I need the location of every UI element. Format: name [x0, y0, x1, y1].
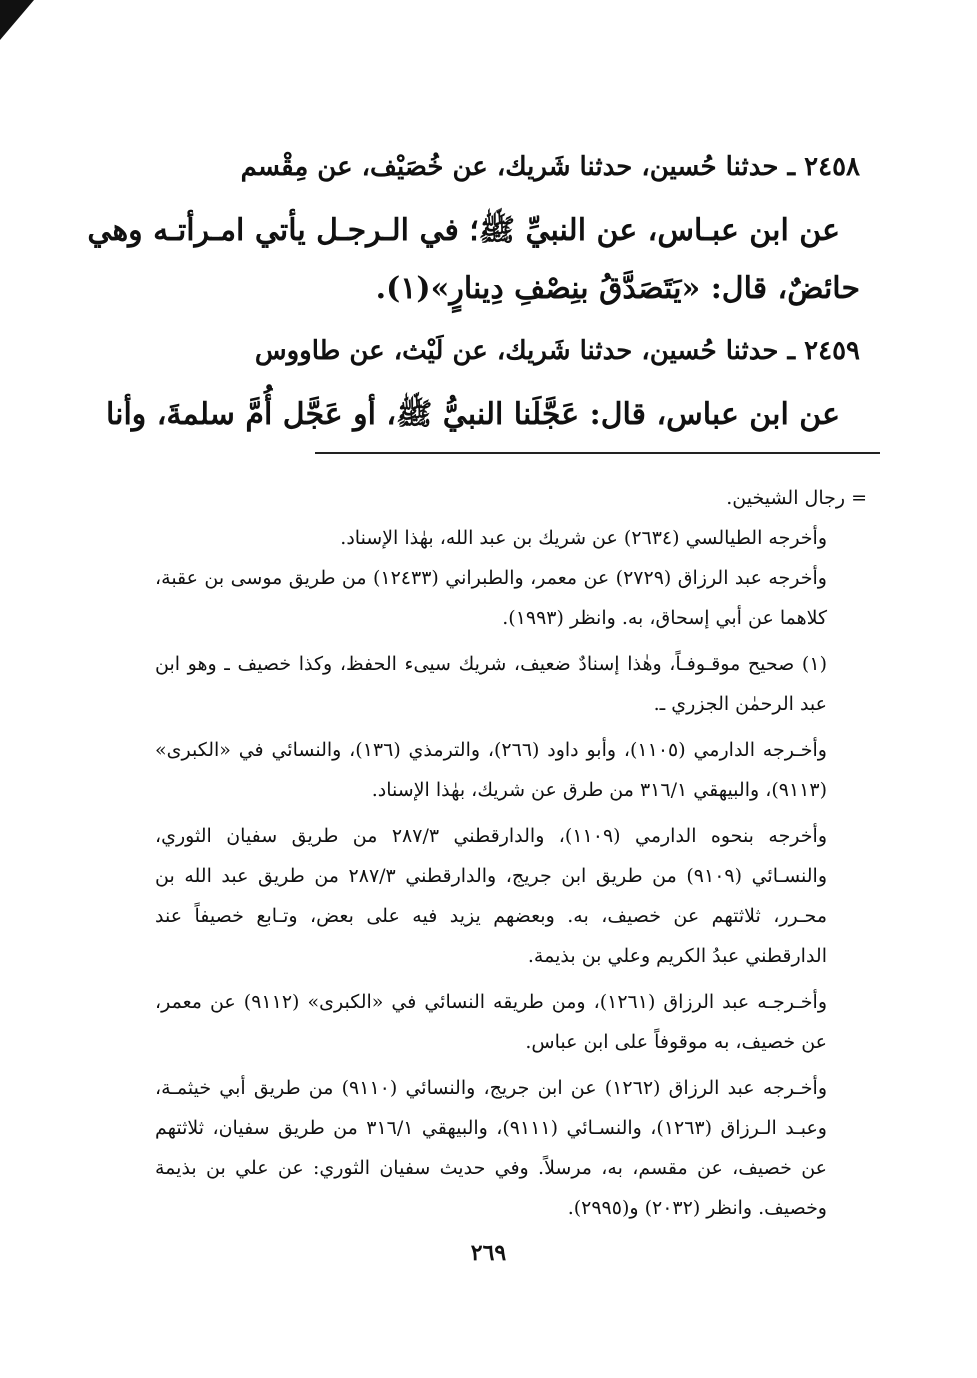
- footnote-paragraph: وأخـرجه الدارمي (١١٠٥)، وأبو داود (٢٦٦)، والترمذي (١٣٦)، والنسائي في «الكبرى» (٩١١٣)، والبيهقي ٣١٦/١ من طرق عن شريك، بهٰذا الإسناد.: [155, 739, 827, 801]
- footnote-paragraph: وأخـرجه عبد الرزاق (١٢٦٢) عن ابن جريج، والنسائي (٩١١٠) من طريق أبي خيثمـة، وعبـد الـرزاق (١٢٦٣)، والنسـائي (٩١١١)، والبيهقي ٣١٦/١ من طريق سفيان، ثلاثتهم عن خصيف، عن مقسم، به، مرسلاً. وفي حديث سفيان الثوري: عن علي بن بذيمة وخصيف. وانظر (٢٠٣٢) و(٢٩٩٥).: [155, 1077, 827, 1219]
- main-text: [87, 148, 860, 432]
- corner-triangle-mark: [0, 0, 34, 40]
- footnote-paragraph: وأخرجه الطيالسي (٢٦٣٤) عن شريك بن عبد الله، بهٰذا الإسناد.: [340, 527, 827, 549]
- footnotes: [155, 478, 867, 1228]
- hadith-2459-isnad: ٢٤٥٩ ـ حدثنا حُسين، حدثنا شَريك، عن لَيْث، عن طاووس: [254, 336, 860, 366]
- footnote-paragraph: وأخرجه بنحوه الدارمي (١١٠٩)، والدارقطني ٢٨٧/٣ من طريق سفيان الثوري، والنسـائي (٩١٠٩) من طريق ابن جريج، والدارقطني ٢٨٧/٣ من طريق عبد الله بن محـرر، ثلاثتهم عن خصيف، به. وبعضهم يزيد فيه على بعض، وتـابع خصيفاً عند الدارقطني عبدُ الكريم وعلي بن بذيمة.: [155, 825, 827, 967]
- hadith-2458-matn-line-1: عن ابن عبـاس، عن النبيِّ ﷺ؛ في الـرجـل يأتي امـرأتـه وهي: [87, 213, 840, 248]
- hadith-2458-matn-line-2: حائضٌ، قال: «يَتَصَدَّقُ بنِصْفِ دِينارٍ»(١).: [375, 271, 860, 306]
- footnote-paragraph: (١) صحيح موقـوفـاً، وهٰذا إسنادٌ ضعيف، شريك سيىء الحفظ، وكذا خصيف ـ وهو ابن عبد الرحمٰن الجزري ـ.: [155, 653, 827, 715]
- footnote-paragraph: وأخـرجـه عبد الرزاق (١٢٦١)، ومن طريقه النسائي في «الكبرى» (٩١١٢) عن معمر، عن خصيف، به موقوفاً على ابن عباس.: [155, 991, 827, 1053]
- footnote-paragraph: = رجال الشيخين.: [726, 487, 867, 509]
- hadith-2458-isnad: ٢٤٥٨ ـ حدثنا حُسين، حدثنا شَريك، عن خُصَيْف، عن مِقْسم: [240, 152, 860, 182]
- footnote-separator: [315, 452, 880, 454]
- page-number: ٢٦٩: [470, 1240, 507, 1266]
- hadith-2459-matn-line-1: عن ابن عباس، قال: عَجَّلَنا النبيُّ ﷺ، أو عَجَّل أُمَّ سلمةَ، وأنا: [105, 397, 840, 432]
- footnote-paragraph: وأخرجه عبد الرزاق (٢٧٢٩) عن معمر، والطبراني (١٢٤٣٣) من طريق موسى بن عقبة، كلاهما عن أبي إسحاق، به. وانظر (١٩٩٣).: [155, 567, 827, 629]
